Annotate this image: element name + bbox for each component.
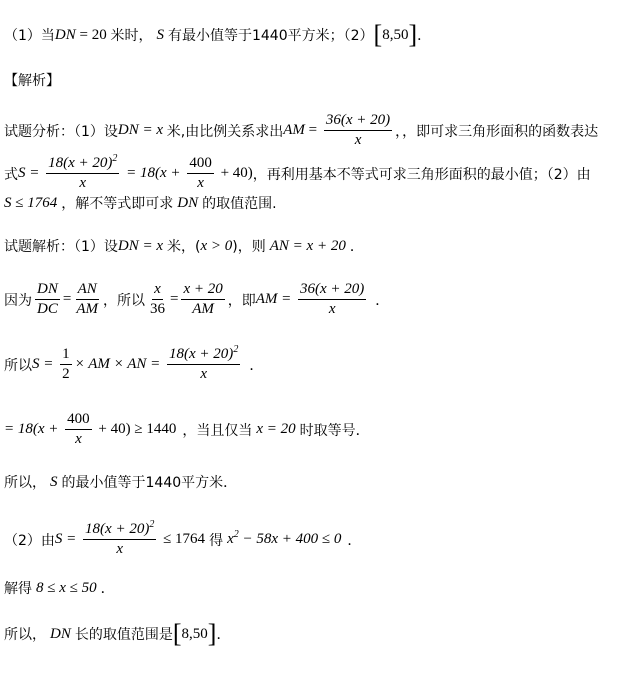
- fraction-denominator: x: [200, 366, 207, 382]
- analysis-p3-b: 的取值范围.: [202, 196, 277, 212]
- solution-s4-fraction: [65, 411, 92, 448]
- ineq-rest: − 58x + 400 ≤ 0: [238, 531, 342, 547]
- answer-eq: = 20: [75, 26, 111, 43]
- analysis-p2-end: + 40): [216, 165, 253, 181]
- fraction-numerator: [46, 155, 119, 174]
- fraction-denominator: x: [328, 301, 336, 317]
- fraction-denominator: x: [75, 431, 82, 447]
- analysis-p2-fraction-2: [187, 155, 214, 192]
- fraction-denominator: x: [79, 175, 87, 191]
- analysis-p1-fraction: [324, 112, 392, 149]
- solution-s8-var: DN: [50, 625, 71, 642]
- solution-s6-b: 得: [209, 532, 224, 549]
- solution-s1-end: ．: [349, 239, 364, 255]
- fraction-numerator: [83, 521, 156, 540]
- solution-s8-bracket-left: [: [172, 619, 182, 648]
- analysis-p2-fraction-1: [46, 155, 119, 192]
- analysis-line-3: [4, 193, 277, 213]
- analysis-p3-a: ，解不等式即可求: [61, 196, 174, 212]
- analysis-p2-a: 式: [4, 166, 18, 183]
- solution-s3-s: S =: [32, 356, 58, 372]
- solution-s4-pre: = 18(x +: [4, 421, 63, 437]
- fraction-numerator: 36(x + 20): [324, 112, 392, 131]
- solution-s2-fraction-2: [74, 281, 100, 318]
- solution-s7-a: 解得: [4, 581, 32, 597]
- solution-s1-c: )，则: [232, 239, 266, 255]
- fraction-numerator: x + 20: [181, 281, 224, 300]
- solution-s6-mid: ≤ 1764: [159, 531, 206, 547]
- solution-s7-end: ．: [100, 581, 115, 597]
- solution-s5-a: 所以，: [4, 475, 46, 491]
- answer-var-s: S: [156, 26, 164, 43]
- fraction-denominator: x: [116, 541, 124, 557]
- solution-line-3: [4, 346, 263, 383]
- fraction-denominator: 2: [62, 366, 70, 382]
- fraction-denominator: DC: [37, 301, 58, 317]
- solution-s3-a: 所以: [4, 357, 32, 374]
- exponent: 2: [112, 153, 118, 164]
- solution-line-2: 因为 $\frac{DN}{DC}$ = $\frac{AN}{AM}$ ，所以 $\frac{x}{36}$ = $\frac{x + 20}{AM}$ ，即 AM = $\frac{36(x + 20)}{x}$ ．: [4, 281, 390, 317]
- analysis-p1-am: AM: [283, 122, 305, 138]
- fraction-numerator: 1: [60, 346, 72, 365]
- solution-s1-a: 试题解析：（1）设: [4, 239, 118, 255]
- analysis-p3-var: DN: [177, 194, 199, 211]
- solution-s4-a: ，当且仅当: [182, 422, 253, 439]
- solution-s3-mid: × AM × AN =: [74, 356, 165, 372]
- fraction-numerator: [167, 346, 240, 365]
- solution-s6-ineq: [227, 531, 341, 548]
- answer-bracket-right: ]: [408, 20, 418, 49]
- solution-s2-c: ，即: [227, 292, 256, 309]
- answer-text: 米时，: [110, 28, 153, 44]
- answer-part1-prefix: （1）当: [4, 28, 55, 44]
- ineq-x: x: [227, 531, 234, 547]
- analysis-p3-ineq: S ≤ 1764: [4, 194, 58, 211]
- solution-s8-a: 所以，: [4, 627, 46, 643]
- solution-s1-eq: AN = x + 20: [269, 237, 346, 254]
- analysis-p2-b: ，再利用基本不等式可求三角形面积的最小值；（2）由: [252, 166, 591, 183]
- numerator-text: 18(x + 20): [48, 155, 113, 171]
- solution-s6-end: ．: [347, 532, 362, 549]
- answer-interval: 8,50: [382, 26, 409, 43]
- solution-s4-b: 时取等号．: [299, 422, 370, 439]
- analysis-p1-var: DN: [117, 122, 139, 138]
- fraction-denominator: AM: [192, 301, 214, 317]
- solution-s2-fraction-4: [181, 281, 224, 318]
- answer-var-dn: DN: [54, 26, 76, 43]
- solution-line-4: [4, 411, 370, 448]
- numerator-text: 18(x + 20): [169, 346, 234, 362]
- solution-s2-fraction-5: [298, 281, 366, 318]
- solution-s5-s: S: [50, 473, 58, 490]
- fraction-denominator: 36: [149, 301, 165, 317]
- solution-s1-b: 米，(: [167, 239, 201, 255]
- fraction-numerator: DN: [35, 281, 60, 300]
- analysis-p1-c: ，，即可求三角形面积的函数表达: [395, 123, 599, 140]
- solution-line-8: [4, 621, 230, 647]
- solution-s2-fraction-1: [35, 281, 60, 318]
- analysis-p2-mid: = 18(x +: [122, 165, 185, 181]
- solution-s2-end: ．: [375, 292, 390, 309]
- solution-s7-ineq: 8 ≤ x ≤ 50: [36, 579, 97, 596]
- solution-line-5: [4, 472, 237, 492]
- solution-s8-b: 长的取值范围是: [74, 627, 173, 643]
- solution-s3-fraction-half: [60, 346, 72, 383]
- solution-s2-am: AM =: [255, 291, 296, 307]
- solution-line-6: [4, 521, 361, 558]
- answer-text2: 有最小值等于1440平方米；（2）: [167, 28, 374, 44]
- answer-bracket-left: [: [373, 20, 383, 49]
- solution-s8-bracket-right: ]: [207, 619, 217, 648]
- solution-line-1: [4, 236, 364, 256]
- solution-s6-s: S =: [54, 531, 81, 547]
- solution-s2-b: ，所以: [102, 292, 145, 309]
- answer-line: [4, 22, 431, 48]
- solution-s4-post: + 40) ≥ 1440: [94, 421, 177, 437]
- fraction-denominator: x: [197, 175, 204, 191]
- solution-line-7: [4, 578, 115, 598]
- analysis-p1-eq: = x: [138, 122, 167, 138]
- solution-s6-a: （2）由: [4, 532, 55, 549]
- answer-end: ．: [417, 28, 432, 44]
- analysis-p1-eq2: =: [304, 122, 321, 138]
- solution-s3-fraction-2: [167, 346, 240, 383]
- exponent: 2: [149, 519, 155, 530]
- analysis-line-2: [4, 155, 591, 192]
- analysis-header: 【解析】: [4, 73, 60, 89]
- solution-s6-fraction: [83, 521, 156, 558]
- solution-s8-interval: 8,50: [181, 625, 208, 642]
- fraction-denominator: x: [354, 132, 362, 148]
- fraction-numerator: AN: [76, 281, 99, 300]
- analysis-p1-a: 试题分析：（1）设: [4, 123, 118, 140]
- solution-s4-cond: x = 20: [256, 421, 296, 437]
- solution-s3-end: ．: [249, 357, 264, 374]
- exponent: 2: [233, 344, 239, 355]
- solution-s2-a: 因为: [4, 292, 32, 309]
- fraction-numerator: 400: [65, 411, 92, 430]
- fraction-numerator: 400: [187, 155, 214, 174]
- analysis-line-1: [4, 112, 598, 149]
- solution-s5-b: 的最小值等于1440平方米．: [61, 475, 238, 491]
- numerator-text: 18(x + 20): [85, 521, 150, 537]
- solution-s2-fraction-3: [148, 281, 167, 318]
- fraction-numerator: 36(x + 20): [298, 281, 366, 300]
- fraction-denominator: AM: [76, 301, 98, 317]
- analysis-p2-s: S =: [18, 165, 44, 181]
- solution-s8-end: ．: [216, 627, 231, 643]
- exponent: 2: [233, 529, 239, 540]
- analysis-p1-b: 米,由比例关系求出: [166, 123, 284, 140]
- fraction-numerator: x: [152, 281, 163, 300]
- solution-s1-var: DN = x: [117, 237, 164, 254]
- solution-s1-cond: x > 0: [200, 237, 233, 254]
